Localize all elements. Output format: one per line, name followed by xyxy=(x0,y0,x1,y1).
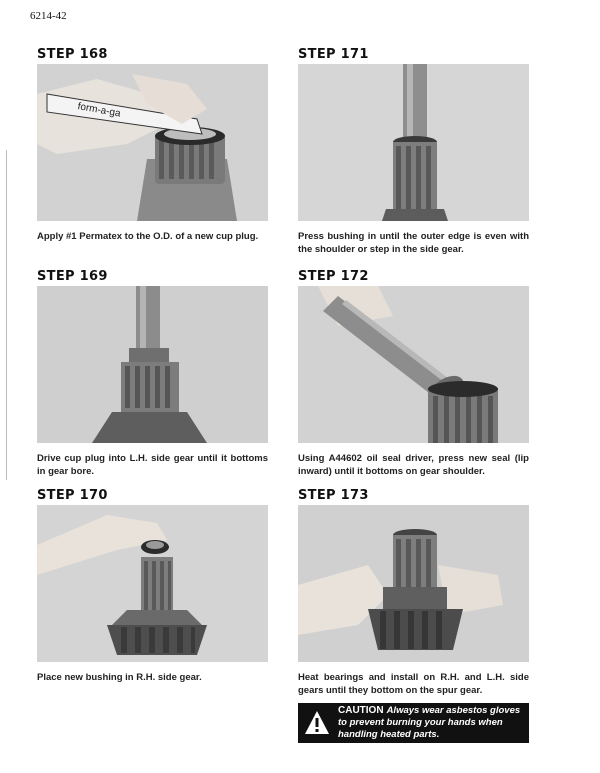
caution-box xyxy=(298,703,529,743)
step-173 xyxy=(298,488,529,743)
step-168-photo xyxy=(37,64,268,221)
step-caption: Heat bearings and install on R.H. and L.H. side gears until they bottom on the spur gear. xyxy=(298,672,529,696)
step-171 xyxy=(298,47,529,256)
margin-line xyxy=(6,150,7,480)
caution-label: CAUTION xyxy=(338,705,384,716)
caution-text xyxy=(338,705,523,741)
warning-triangle-icon xyxy=(304,710,330,736)
step-170 xyxy=(37,488,268,685)
step-172-photo xyxy=(298,286,529,443)
step-170-photo xyxy=(37,505,268,662)
caution-message: Always wear asbestos gloves to prevent burning your hands when handling heated parts. xyxy=(338,705,521,740)
step-169-photo xyxy=(37,286,268,443)
step-169 xyxy=(37,269,268,478)
step-caption: Using A44602 oil seal driver, press new seal (lip inward) until it bottoms on gear shoulder. xyxy=(298,453,529,477)
step-caption: Press bushing in until the outer edge is even with the shoulder or step in the side gear. xyxy=(298,231,529,255)
step-title: STEP 168 xyxy=(37,47,108,62)
step-title: STEP 170 xyxy=(37,488,108,503)
step-title: STEP 172 xyxy=(298,269,369,284)
tube-label: form-a-ga xyxy=(76,101,122,120)
page-number: 6214-42 xyxy=(30,10,67,22)
step-title: STEP 173 xyxy=(298,488,369,503)
step-171-photo xyxy=(298,64,529,221)
step-caption: Place new bushing in R.H. side gear. xyxy=(37,672,202,683)
step-caption: Drive cup plug into L.H. side gear until it bottoms in gear bore. xyxy=(37,453,268,477)
step-title: STEP 169 xyxy=(37,269,108,284)
step-173-photo xyxy=(298,505,529,662)
step-caption: Apply #1 Permatex to the O.D. of a new cup plug. xyxy=(37,231,259,242)
step-172 xyxy=(298,269,529,478)
step-title: STEP 171 xyxy=(298,47,369,62)
step-168 xyxy=(37,47,268,244)
